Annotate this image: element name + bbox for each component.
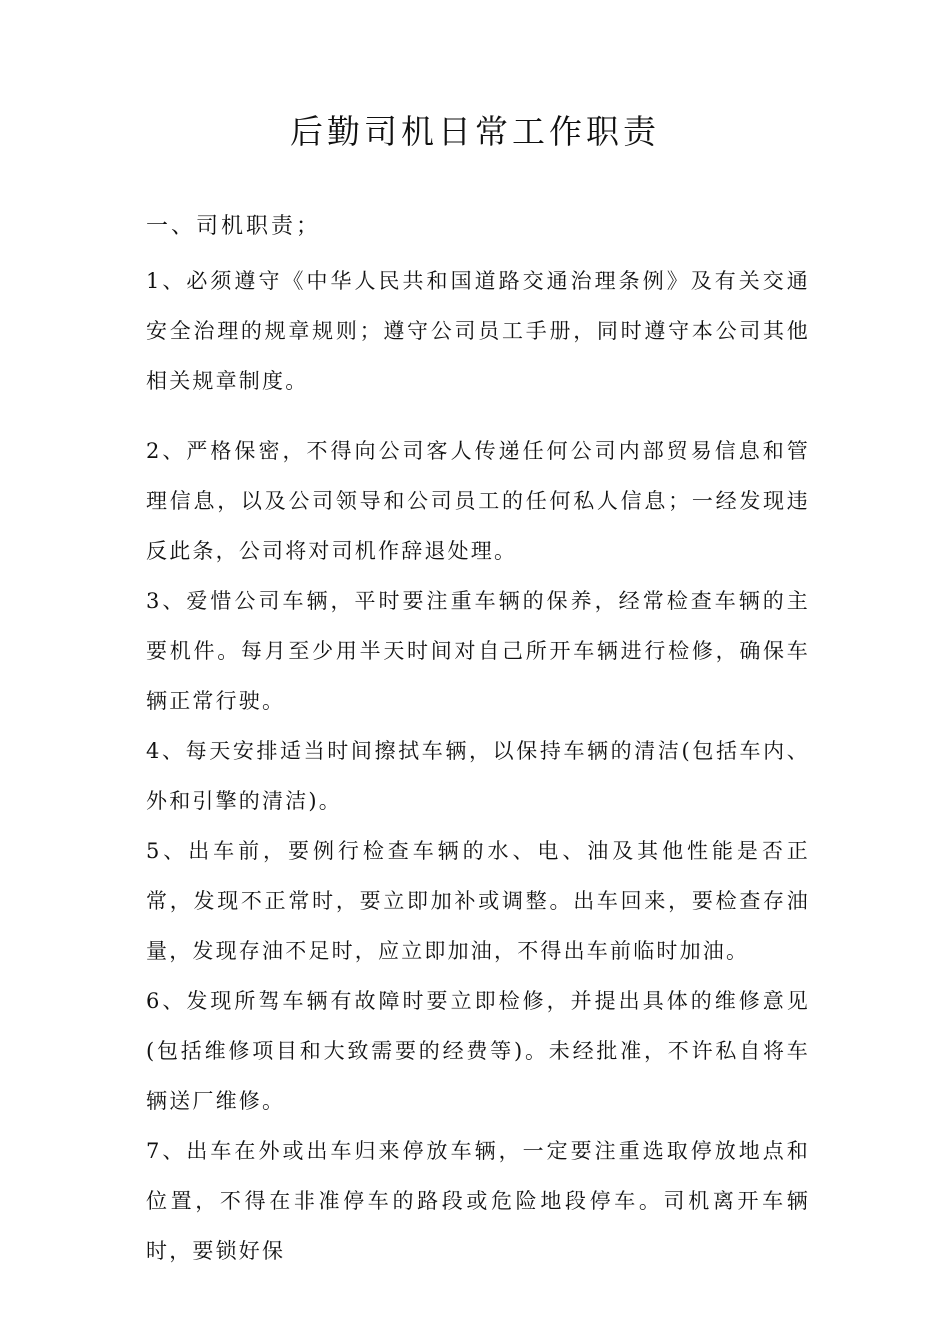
document-title: 后勤司机日常工作职责	[290, 112, 660, 151]
paragraph-2: 2、严格保密，不得向公司客人传递任何公司内部贸易信息和管理信息，以及公司领导和公司员工的任何私人信息；一经发现违反此条，公司将对司机作辞退处理。	[146, 439, 810, 563]
paragraph-3: 3、爱惜公司车辆，平时要注重车辆的保养，经常检查车辆的主要机件。每月至少用半天时间对自己所开车辆进行检修，确保车辆正常行驶。	[146, 589, 810, 713]
section-heading: 一、司机职责；	[146, 214, 322, 239]
paragraph-5: 5、出车前，要例行检查车辆的水、电、油及其他性能是否正常，发现不正常时，要立即加补或调整。出车回来，要检查存油量，发现存油不足时，应立即加油，不得出车前临时加油。	[146, 839, 810, 963]
paragraph-1: 1、必须遵守《中华人民共和国道路交通治理条例》及有关交通安全治理的规章规则；遵守公司员工手册，同时遵守本公司其他相关规章制度。	[146, 269, 810, 393]
paragraph-6: 6、发现所驾车辆有故障时要立即检修，并提出具体的维修意见(包括维修项目和大致需要的经费等)。未经批准，不许私自将车辆送厂维修。	[146, 989, 810, 1113]
paragraph-7: 7、出车在外或出车归来停放车辆，一定要注重选取停放地点和位置，不得在非准停车的路段或危险地段停车。司机离开车辆时，要锁好保	[146, 1139, 810, 1263]
paragraph-4: 4、每天安排适当时间擦拭车辆，以保持车辆的清洁(包括车内、外和引擎的清洁)。	[146, 739, 810, 813]
document-body	[146, 202, 810, 1276]
